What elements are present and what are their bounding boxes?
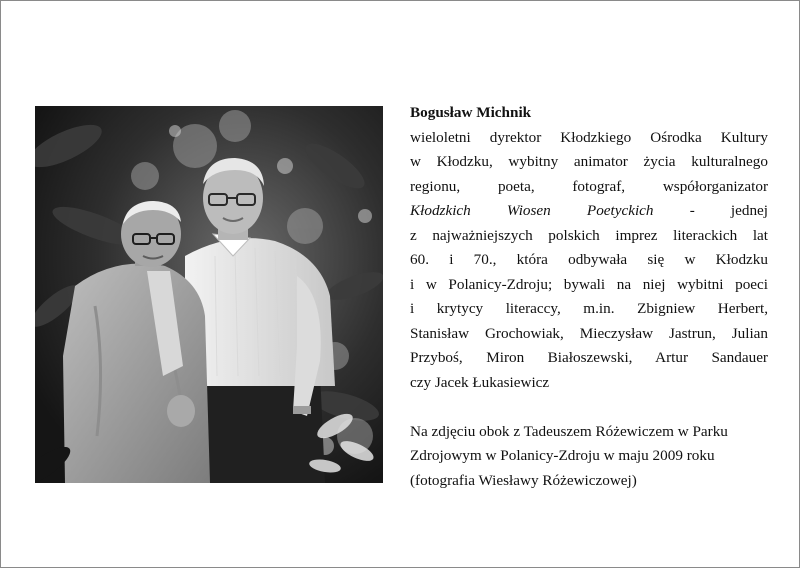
biography-line: Przyboś, Miron Białoszewski, Artur Sandauer <box>410 349 768 366</box>
biography-line: 60. i 70., która odbywała się w Kłodzku <box>410 251 768 268</box>
biography-line: czy Jacek Łukasiewicz <box>410 373 550 391</box>
photo-illustration <box>35 106 383 483</box>
biography-line: wieloletni dyrektor Kłodzkiego Ośrodka Kultury <box>410 128 768 146</box>
biography-line: z najważniejszych polskich imprez literackich lat <box>410 226 768 244</box>
biography-paragraph <box>410 126 768 396</box>
caption-line: Na zdjęciu obok z Tadeuszem Różewiczem w Parku <box>410 422 728 440</box>
caption-line: Zdrojowym w Polanicy-Zdroju w maju 2009 roku <box>410 447 715 464</box>
biography-line-tail: - jednej <box>689 202 769 219</box>
biography-line: i w Polanicy-Zdroju; bywali na niej wybitni poeci <box>410 275 768 293</box>
biography-line: Stanisław Grochowiak, Mieczysław Jastrun, Julian <box>410 324 768 342</box>
festival-title: Kłodzkich Wiosen Poetyckich <box>410 202 654 219</box>
biography-text-block <box>410 101 768 493</box>
biography-line: i krytycy literaccy, m.in. Zbigniew Herbert, <box>410 300 768 317</box>
caption-line: (fotografia Wiesławy Różewiczowej) <box>410 471 637 489</box>
biography-line: regionu, poeta, fotograf, współorganizator <box>410 177 768 195</box>
biography-line: w Kłodzku, wybitny animator życia kulturalnego <box>410 153 768 170</box>
person-name-heading: Bogusław Michnik <box>410 104 532 121</box>
biography-line-with-title <box>410 199 768 224</box>
photo-caption <box>410 420 768 494</box>
portrait-photo <box>35 106 383 483</box>
